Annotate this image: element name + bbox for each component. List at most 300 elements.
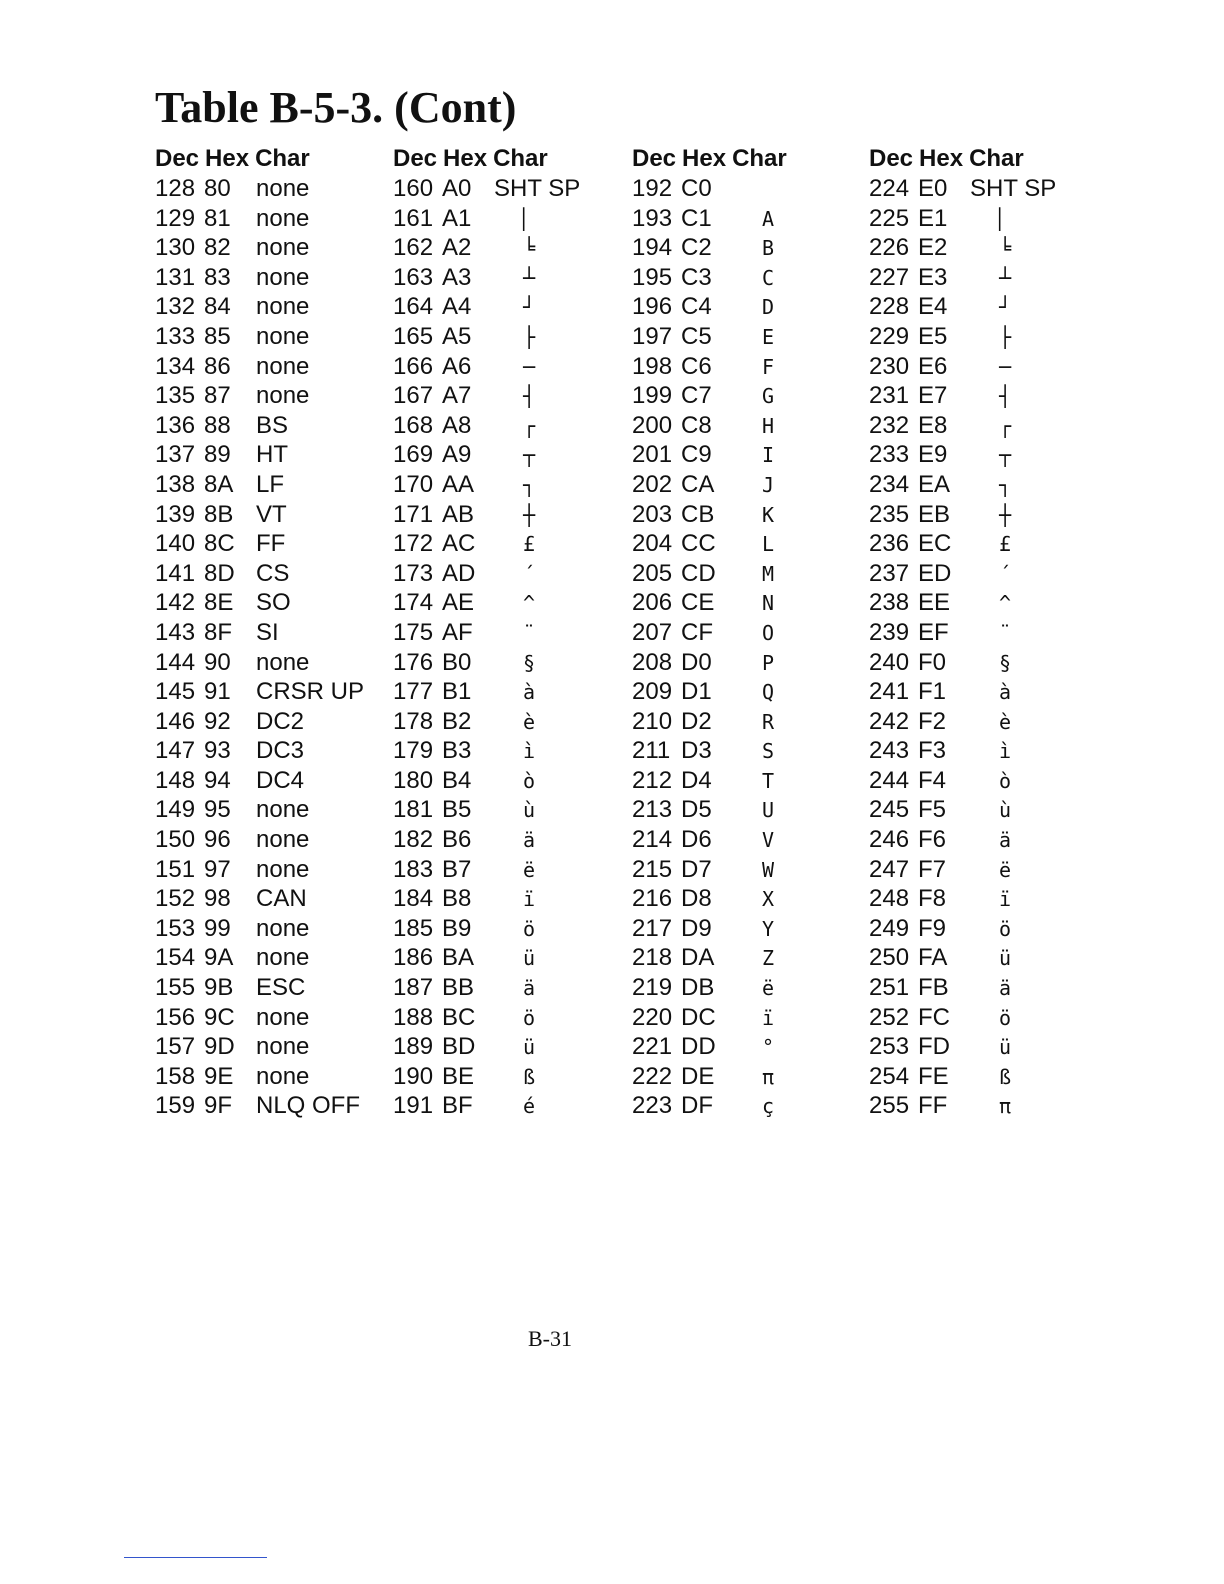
header-hex: Hex xyxy=(919,145,964,172)
cell-char: none xyxy=(256,293,310,321)
glyph: ì xyxy=(998,739,1012,764)
cell-dec: 214 xyxy=(632,826,673,854)
cell-char xyxy=(970,322,1095,352)
cell-hex: A3 xyxy=(442,263,472,291)
cell-char xyxy=(970,588,1095,618)
cell-hex: 91 xyxy=(204,678,231,706)
glyph: £ xyxy=(998,532,1012,557)
cell-char xyxy=(494,943,619,973)
cell-char xyxy=(970,352,1095,382)
table-row xyxy=(869,322,1099,352)
table-row xyxy=(632,1003,862,1033)
cell-hex: F0 xyxy=(918,648,947,676)
cell-char xyxy=(494,707,619,737)
cell-hex: 8B xyxy=(204,500,234,528)
cell-char xyxy=(494,352,619,382)
table-row xyxy=(869,1032,1099,1062)
cell-dec: 215 xyxy=(632,855,673,883)
table-row xyxy=(393,263,623,293)
cell-hex: E4 xyxy=(918,293,948,321)
cell-dec: 237 xyxy=(869,559,910,587)
cell-char xyxy=(970,500,1095,530)
cell-hex: 93 xyxy=(204,737,231,765)
cell-char xyxy=(733,1032,858,1062)
table-row xyxy=(393,1062,623,1092)
cell-dec: 227 xyxy=(869,263,910,291)
cell-char xyxy=(733,470,858,500)
cell-dec: 135 xyxy=(155,382,196,410)
cell-char xyxy=(494,500,619,530)
cell-dec: 186 xyxy=(393,944,434,972)
cell-hex: 9C xyxy=(204,1003,235,1031)
glyph: ^ xyxy=(522,591,536,616)
cell-dec: 254 xyxy=(869,1062,910,1090)
cell-dec: 187 xyxy=(393,974,434,1002)
table-row xyxy=(155,914,385,944)
cell-char xyxy=(733,1062,858,1092)
cell-hex: A6 xyxy=(442,352,472,380)
cell-dec: 221 xyxy=(632,1033,673,1061)
cell-hex: B8 xyxy=(442,885,472,913)
table-row xyxy=(632,1091,862,1121)
cell-char xyxy=(494,766,619,796)
table-row xyxy=(632,825,862,855)
cell-hex: 98 xyxy=(204,885,231,913)
cell-dec: 223 xyxy=(632,1092,673,1120)
cell-hex: DC xyxy=(681,1003,716,1031)
cell-hex: BF xyxy=(442,1092,473,1120)
table-row xyxy=(632,352,862,382)
cell-char xyxy=(494,292,619,322)
glyph: ¨ xyxy=(998,620,1012,645)
table-row xyxy=(155,411,385,441)
cell-hex: 95 xyxy=(204,796,231,824)
cell-hex: CF xyxy=(681,618,713,646)
cell-hex: D7 xyxy=(681,855,712,883)
table-row xyxy=(869,943,1099,973)
cell-char xyxy=(733,204,858,234)
cell-dec: 220 xyxy=(632,1003,673,1031)
table-row xyxy=(632,707,862,737)
table-row xyxy=(155,884,385,914)
glyph: ┬ xyxy=(998,443,1012,468)
cell-hex: 90 xyxy=(204,648,231,676)
header-hex: Hex xyxy=(443,145,488,172)
cell-hex: CC xyxy=(681,530,716,558)
cell-hex: FE xyxy=(918,1062,949,1090)
cell-char xyxy=(733,914,858,944)
glyph: Z xyxy=(761,946,775,971)
glyph: π xyxy=(998,1094,1012,1119)
table-row xyxy=(155,174,385,204)
table-row xyxy=(869,500,1099,530)
table-row xyxy=(155,1003,385,1033)
glyph: ë xyxy=(998,857,1012,882)
table-row xyxy=(632,529,862,559)
cell-hex: C3 xyxy=(681,263,712,291)
cell-dec: 238 xyxy=(869,589,910,617)
cell-char: NLQ OFF xyxy=(256,1092,361,1120)
table-row xyxy=(393,855,623,885)
cell-dec: 236 xyxy=(869,530,910,558)
cell-dec: 193 xyxy=(632,204,673,232)
cell-hex: A9 xyxy=(442,441,472,469)
cell-hex: BA xyxy=(442,944,475,972)
table-column xyxy=(869,144,1099,1121)
cell-char xyxy=(494,648,619,678)
cell-dec: 244 xyxy=(869,766,910,794)
cell-char xyxy=(970,529,1095,559)
cell-dec: 131 xyxy=(155,263,196,291)
table-row xyxy=(632,914,862,944)
cell-char: none xyxy=(256,352,310,380)
cell-hex: F3 xyxy=(918,737,947,765)
cell-dec: 178 xyxy=(393,707,434,735)
cell-hex: EE xyxy=(918,589,951,617)
cell-hex: BB xyxy=(442,974,475,1002)
table-row xyxy=(869,855,1099,885)
glyph: ¨ xyxy=(522,620,536,645)
cell-hex: C1 xyxy=(681,204,712,232)
cell-dec: 210 xyxy=(632,707,673,735)
cell-dec: 198 xyxy=(632,352,673,380)
table-row xyxy=(155,322,385,352)
glyph: ┴ xyxy=(998,265,1012,290)
cell-char xyxy=(733,884,858,914)
cell-hex: A5 xyxy=(442,322,472,350)
glyph: è xyxy=(998,709,1012,734)
cell-hex: D2 xyxy=(681,707,712,735)
cell-dec: 157 xyxy=(155,1033,196,1061)
cell-dec: 185 xyxy=(393,914,434,942)
cell-dec: 138 xyxy=(155,470,196,498)
cell-char xyxy=(970,736,1095,766)
cell-dec: 170 xyxy=(393,470,434,498)
cell-dec: 145 xyxy=(155,678,196,706)
glyph: é xyxy=(522,1094,536,1119)
table-row xyxy=(393,943,623,973)
table-row xyxy=(869,292,1099,322)
cell-hex: C4 xyxy=(681,293,712,321)
cell-char xyxy=(733,618,858,648)
cell-hex: AA xyxy=(442,470,475,498)
glyph: ç xyxy=(761,1094,775,1119)
cell-char xyxy=(970,943,1095,973)
cell-hex: B0 xyxy=(442,648,472,676)
column-header xyxy=(155,144,385,174)
glyph: Y xyxy=(761,916,775,941)
glyph: C xyxy=(761,265,775,290)
table-row xyxy=(393,1091,623,1121)
cell-char xyxy=(733,292,858,322)
table-row xyxy=(869,529,1099,559)
table-row xyxy=(869,559,1099,589)
table-row xyxy=(869,174,1099,204)
glyph: ┌ xyxy=(522,413,536,438)
cell-dec: 232 xyxy=(869,411,910,439)
cell-dec: 176 xyxy=(393,648,434,676)
table-row xyxy=(869,470,1099,500)
cell-hex: E8 xyxy=(918,411,948,439)
glyph: P xyxy=(761,650,775,675)
cell-dec: 199 xyxy=(632,382,673,410)
cell-char: FF xyxy=(256,530,286,558)
cell-hex: E0 xyxy=(918,175,948,202)
cell-dec: 180 xyxy=(393,766,434,794)
cell-char: none xyxy=(256,648,310,676)
cell-hex: A4 xyxy=(442,293,472,321)
table-row xyxy=(393,677,623,707)
cell-char xyxy=(970,618,1095,648)
cell-dec: 202 xyxy=(632,470,673,498)
cell-hex: EA xyxy=(918,470,951,498)
cell-char xyxy=(970,559,1095,589)
cell-dec: 165 xyxy=(393,322,434,350)
cell-char xyxy=(970,1003,1095,1033)
table-row xyxy=(869,914,1099,944)
cell-char xyxy=(970,914,1095,944)
table-row xyxy=(155,529,385,559)
cell-dec: 150 xyxy=(155,826,196,854)
table-row xyxy=(869,352,1099,382)
table-row xyxy=(393,1032,623,1062)
glyph: W xyxy=(761,857,775,882)
table-row xyxy=(869,204,1099,234)
cell-hex: F8 xyxy=(918,885,947,913)
cell-hex: E1 xyxy=(918,204,948,232)
table-row xyxy=(632,766,862,796)
cell-hex: AB xyxy=(442,500,475,528)
table-row xyxy=(393,736,623,766)
glyph: F xyxy=(761,354,775,379)
table-row xyxy=(393,618,623,648)
table-row xyxy=(632,559,862,589)
table-row xyxy=(869,381,1099,411)
cell-char: none xyxy=(256,914,310,942)
glyph: ï xyxy=(761,1005,775,1030)
header-char: Char xyxy=(255,145,310,172)
cell-dec: 188 xyxy=(393,1003,434,1031)
table-column xyxy=(393,144,623,1121)
table-row xyxy=(155,204,385,234)
cell-hex: D8 xyxy=(681,885,712,913)
glyph: ö xyxy=(522,916,536,941)
cell-dec: 235 xyxy=(869,500,910,528)
cell-dec: 161 xyxy=(393,204,434,232)
cell-dec: 201 xyxy=(632,441,673,469)
cell-dec: 153 xyxy=(155,914,196,942)
cell-char: LF xyxy=(256,470,285,498)
cell-dec: 190 xyxy=(393,1062,434,1090)
glyph: X xyxy=(761,887,775,912)
cell-char xyxy=(733,352,858,382)
table-row xyxy=(393,470,623,500)
cell-hex: C5 xyxy=(681,322,712,350)
cell-char: none xyxy=(256,1003,310,1031)
glyph: ü xyxy=(998,1035,1012,1060)
glyph: ì xyxy=(522,739,536,764)
table-row xyxy=(155,381,385,411)
cell-dec: 130 xyxy=(155,234,196,262)
table-row xyxy=(869,736,1099,766)
cell-dec: 158 xyxy=(155,1062,196,1090)
glyph: ß xyxy=(998,1064,1012,1089)
cell-char xyxy=(494,411,619,441)
cell-char: none xyxy=(256,382,310,410)
table-row xyxy=(869,766,1099,796)
cell-dec: 209 xyxy=(632,678,673,706)
cell-char xyxy=(733,973,858,1003)
cell-char xyxy=(494,884,619,914)
table-row xyxy=(869,233,1099,263)
cell-dec: 212 xyxy=(632,766,673,794)
cell-hex: C8 xyxy=(681,411,712,439)
cell-hex: DB xyxy=(681,974,715,1002)
cell-hex: C9 xyxy=(681,441,712,469)
table-row xyxy=(632,588,862,618)
cell-hex: A2 xyxy=(442,234,472,262)
cell-hex: B5 xyxy=(442,796,472,824)
glyph: U xyxy=(761,798,775,823)
cell-char: CAN xyxy=(256,885,307,913)
cell-hex: D5 xyxy=(681,796,712,824)
glyph: S xyxy=(761,739,775,764)
cell-char xyxy=(733,855,858,885)
cell-char xyxy=(494,1062,619,1092)
cell-dec: 164 xyxy=(393,293,434,321)
cell-dec: 217 xyxy=(632,914,673,942)
cell-hex: 8C xyxy=(204,530,235,558)
table-row xyxy=(155,500,385,530)
header-dec: Dec xyxy=(632,145,677,172)
cell-dec: 225 xyxy=(869,204,910,232)
cell-dec: 137 xyxy=(155,441,196,469)
cell-dec: 183 xyxy=(393,855,434,883)
cell-char xyxy=(733,707,858,737)
cell-hex: F7 xyxy=(918,855,947,883)
cell-char xyxy=(970,411,1095,441)
cell-hex: BC xyxy=(442,1003,476,1031)
cell-char xyxy=(494,736,619,766)
table-row xyxy=(155,1032,385,1062)
glyph: T xyxy=(761,768,775,793)
cell-dec: 195 xyxy=(632,263,673,291)
cell-hex: EB xyxy=(918,500,951,528)
glyph: O xyxy=(761,620,775,645)
cell-char: VT xyxy=(256,500,287,528)
table-row xyxy=(155,263,385,293)
table-row xyxy=(393,174,623,204)
cell-char xyxy=(970,973,1095,1003)
glyph: ä xyxy=(522,976,536,1001)
cell-char xyxy=(733,322,858,352)
cell-char: none xyxy=(256,855,310,883)
cell-hex: B6 xyxy=(442,826,472,854)
cell-dec: 156 xyxy=(155,1003,196,1031)
cell-char xyxy=(733,500,858,530)
glyph: ù xyxy=(522,798,536,823)
table-row xyxy=(155,736,385,766)
cell-dec: 166 xyxy=(393,352,434,380)
cell-hex: DA xyxy=(681,944,715,972)
cell-dec: 146 xyxy=(155,707,196,735)
table-row xyxy=(632,500,862,530)
cell-dec: 128 xyxy=(155,175,196,202)
cell-hex: FC xyxy=(918,1003,950,1031)
glyph: ù xyxy=(998,798,1012,823)
cell-hex: E5 xyxy=(918,322,948,350)
table-row xyxy=(393,204,623,234)
cell-hex: ED xyxy=(918,559,952,587)
table-row xyxy=(869,411,1099,441)
cell-char xyxy=(733,411,858,441)
cell-dec: 255 xyxy=(869,1092,910,1120)
cell-hex: AF xyxy=(442,618,473,646)
cell-hex: 96 xyxy=(204,826,231,854)
cell-char xyxy=(970,766,1095,796)
table-row xyxy=(393,352,623,382)
cell-dec: 240 xyxy=(869,648,910,676)
cell-char xyxy=(733,529,858,559)
table-row xyxy=(632,795,862,825)
cell-dec: 204 xyxy=(632,530,673,558)
glyph: ─ xyxy=(522,354,536,379)
cell-hex: F5 xyxy=(918,796,947,824)
table-row xyxy=(155,855,385,885)
cell-hex: 94 xyxy=(204,766,231,794)
table-row xyxy=(155,292,385,322)
cell-hex: B7 xyxy=(442,855,472,883)
cell-char xyxy=(733,381,858,411)
cell-hex: 80 xyxy=(204,175,231,202)
cell-dec: 229 xyxy=(869,322,910,350)
table-row xyxy=(155,559,385,589)
cell-dec: 182 xyxy=(393,826,434,854)
page-number: B-31 xyxy=(528,1326,572,1351)
cell-dec: 139 xyxy=(155,500,196,528)
cell-hex: E7 xyxy=(918,382,948,410)
cell-hex: A8 xyxy=(442,411,472,439)
cell-dec: 211 xyxy=(632,737,671,765)
cell-hex: F9 xyxy=(918,914,947,942)
cell-hex: DD xyxy=(681,1033,716,1061)
cell-hex: B3 xyxy=(442,737,472,765)
cell-char xyxy=(733,825,858,855)
cell-char xyxy=(494,470,619,500)
cell-hex: 81 xyxy=(204,204,231,232)
cell-dec: 179 xyxy=(393,737,434,765)
table-row xyxy=(393,973,623,1003)
cell-char xyxy=(970,381,1095,411)
cell-dec: 140 xyxy=(155,530,196,558)
table-row xyxy=(155,1062,385,1092)
cell-char xyxy=(733,588,858,618)
glyph: ´ xyxy=(522,561,536,586)
cell-hex: CD xyxy=(681,559,716,587)
cell-dec: 196 xyxy=(632,293,673,321)
cell-dec: 234 xyxy=(869,470,910,498)
header-dec: Dec xyxy=(393,145,438,172)
cell-char xyxy=(970,707,1095,737)
table-row xyxy=(632,322,862,352)
column-header xyxy=(632,144,862,174)
cell-hex: D9 xyxy=(681,914,712,942)
cell-char xyxy=(970,440,1095,470)
cell-hex: EC xyxy=(918,530,952,558)
header-hex: Hex xyxy=(205,145,250,172)
cell-char: BS xyxy=(256,411,289,439)
cell-dec: 200 xyxy=(632,411,673,439)
